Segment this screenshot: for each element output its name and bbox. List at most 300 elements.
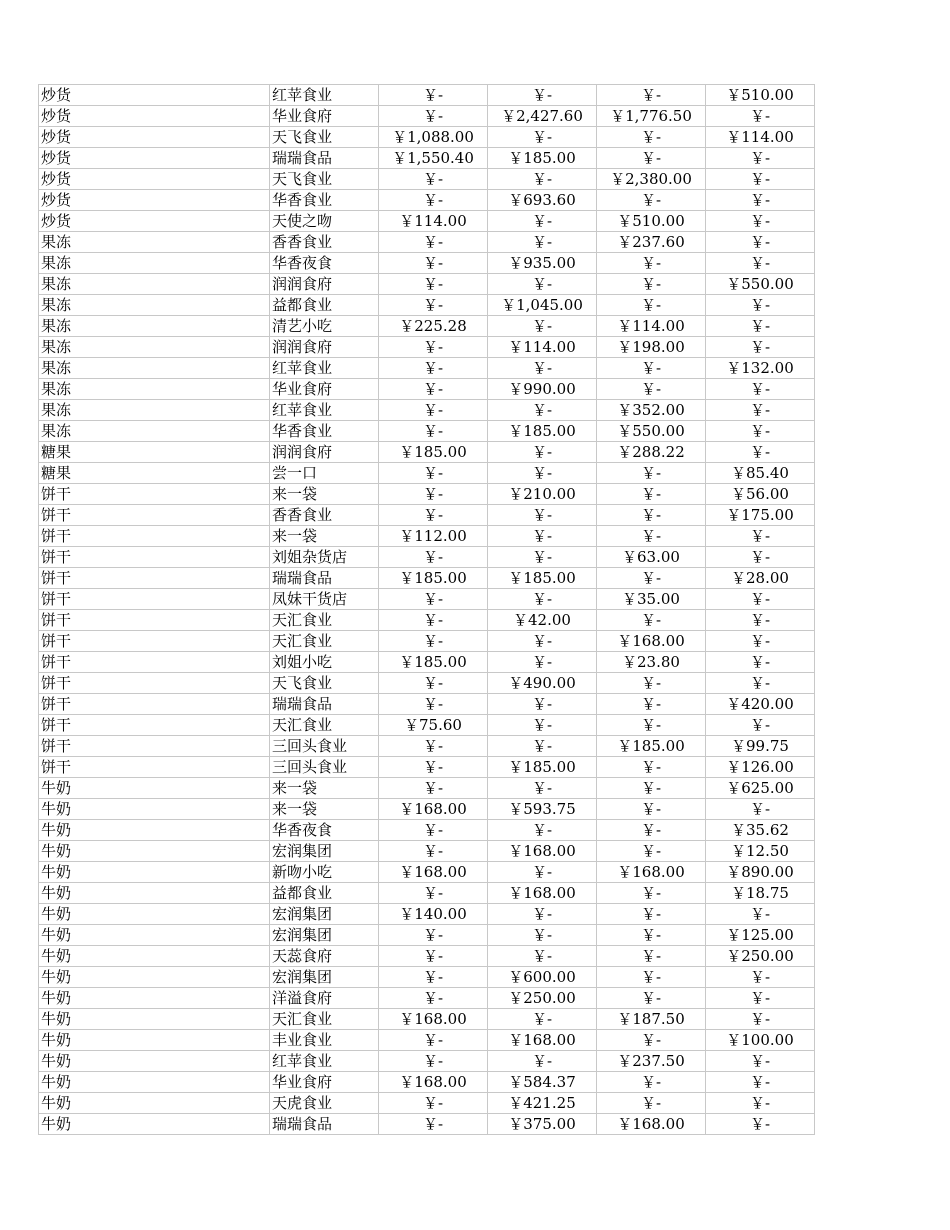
amount-cell-3[interactable]: ￥- — [597, 904, 706, 925]
amount-cell-3[interactable]: ￥237.60 — [597, 232, 706, 253]
category-cell[interactable]: 饼干 — [39, 652, 270, 673]
amount-cell-4[interactable]: ￥- — [706, 295, 815, 316]
amount-cell-2[interactable]: ￥42.00 — [488, 610, 597, 631]
amount-cell-3[interactable]: ￥352.00 — [597, 400, 706, 421]
amount-cell-4[interactable]: ￥- — [706, 904, 815, 925]
amount-cell-4[interactable]: ￥175.00 — [706, 505, 815, 526]
amount-cell-1[interactable]: ￥185.00 — [379, 442, 488, 463]
amount-cell-1[interactable]: ￥- — [379, 169, 488, 190]
category-cell[interactable]: 牛奶 — [39, 1093, 270, 1114]
vendor-cell[interactable]: 红苹食业 — [270, 85, 379, 106]
amount-cell-4[interactable]: ￥56.00 — [706, 484, 815, 505]
amount-cell-1[interactable]: ￥140.00 — [379, 904, 488, 925]
amount-cell-4[interactable]: ￥- — [706, 337, 815, 358]
amount-cell-3[interactable]: ￥- — [597, 85, 706, 106]
category-cell[interactable]: 牛奶 — [39, 820, 270, 841]
amount-cell-4[interactable]: ￥420.00 — [706, 694, 815, 715]
amount-cell-1[interactable]: ￥- — [379, 967, 488, 988]
amount-cell-4[interactable]: ￥114.00 — [706, 127, 815, 148]
category-cell[interactable]: 饼干 — [39, 736, 270, 757]
amount-cell-1[interactable]: ￥168.00 — [379, 862, 488, 883]
amount-cell-2[interactable]: ￥- — [488, 85, 597, 106]
vendor-cell[interactable]: 天使之吻 — [270, 211, 379, 232]
amount-cell-2[interactable]: ￥- — [488, 925, 597, 946]
amount-cell-2[interactable]: ￥- — [488, 904, 597, 925]
amount-cell-1[interactable]: ￥- — [379, 820, 488, 841]
amount-cell-2[interactable]: ￥- — [488, 589, 597, 610]
amount-cell-2[interactable]: ￥- — [488, 778, 597, 799]
amount-cell-4[interactable]: ￥- — [706, 673, 815, 694]
amount-cell-2[interactable]: ￥- — [488, 463, 597, 484]
amount-cell-1[interactable]: ￥- — [379, 925, 488, 946]
amount-cell-1[interactable]: ￥114.00 — [379, 211, 488, 232]
amount-cell-1[interactable]: ￥185.00 — [379, 652, 488, 673]
amount-cell-4[interactable]: ￥- — [706, 400, 815, 421]
amount-cell-1[interactable]: ￥- — [379, 988, 488, 1009]
vendor-cell[interactable]: 华香夜食 — [270, 253, 379, 274]
vendor-cell[interactable]: 益都食业 — [270, 883, 379, 904]
amount-cell-1[interactable]: ￥168.00 — [379, 799, 488, 820]
amount-cell-2[interactable]: ￥421.25 — [488, 1093, 597, 1114]
amount-cell-3[interactable]: ￥- — [597, 505, 706, 526]
amount-cell-4[interactable]: ￥- — [706, 1093, 815, 1114]
vendor-cell[interactable]: 宏润集团 — [270, 967, 379, 988]
amount-cell-3[interactable]: ￥1,776.50 — [597, 106, 706, 127]
amount-cell-3[interactable]: ￥- — [597, 253, 706, 274]
amount-cell-2[interactable]: ￥1,045.00 — [488, 295, 597, 316]
amount-cell-2[interactable]: ￥- — [488, 274, 597, 295]
vendor-cell[interactable]: 宏润集团 — [270, 904, 379, 925]
amount-cell-1[interactable]: ￥- — [379, 589, 488, 610]
category-cell[interactable]: 饼干 — [39, 589, 270, 610]
amount-cell-2[interactable]: ￥- — [488, 547, 597, 568]
vendor-cell[interactable]: 丰业食业 — [270, 1030, 379, 1051]
amount-cell-2[interactable]: ￥935.00 — [488, 253, 597, 274]
vendor-cell[interactable]: 来一袋 — [270, 778, 379, 799]
amount-cell-2[interactable]: ￥250.00 — [488, 988, 597, 1009]
category-cell[interactable]: 果冻 — [39, 232, 270, 253]
amount-cell-1[interactable]: ￥- — [379, 1051, 488, 1072]
amount-cell-2[interactable]: ￥- — [488, 232, 597, 253]
amount-cell-2[interactable]: ￥- — [488, 715, 597, 736]
vendor-cell[interactable]: 润润食府 — [270, 442, 379, 463]
amount-cell-2[interactable]: ￥- — [488, 169, 597, 190]
amount-cell-4[interactable]: ￥125.00 — [706, 925, 815, 946]
amount-cell-2[interactable]: ￥584.37 — [488, 1072, 597, 1093]
amount-cell-2[interactable]: ￥375.00 — [488, 1114, 597, 1135]
amount-cell-4[interactable]: ￥- — [706, 148, 815, 169]
amount-cell-4[interactable]: ￥132.00 — [706, 358, 815, 379]
vendor-cell[interactable]: 来一袋 — [270, 484, 379, 505]
vendor-cell[interactable]: 红苹食业 — [270, 400, 379, 421]
category-cell[interactable]: 炒货 — [39, 211, 270, 232]
vendor-cell[interactable]: 华香食业 — [270, 421, 379, 442]
category-cell[interactable]: 炒货 — [39, 190, 270, 211]
amount-cell-3[interactable]: ￥35.00 — [597, 589, 706, 610]
amount-cell-1[interactable]: ￥- — [379, 1114, 488, 1135]
amount-cell-2[interactable]: ￥- — [488, 316, 597, 337]
category-cell[interactable]: 牛奶 — [39, 883, 270, 904]
vendor-cell[interactable]: 宏润集团 — [270, 841, 379, 862]
category-cell[interactable]: 牛奶 — [39, 1030, 270, 1051]
amount-cell-1[interactable]: ￥225.28 — [379, 316, 488, 337]
amount-cell-2[interactable]: ￥185.00 — [488, 568, 597, 589]
amount-cell-3[interactable]: ￥- — [597, 1030, 706, 1051]
amount-cell-3[interactable]: ￥187.50 — [597, 1009, 706, 1030]
amount-cell-2[interactable]: ￥- — [488, 1051, 597, 1072]
vendor-cell[interactable]: 天汇食业 — [270, 631, 379, 652]
amount-cell-1[interactable]: ￥- — [379, 1030, 488, 1051]
amount-cell-2[interactable]: ￥- — [488, 505, 597, 526]
vendor-cell[interactable]: 瑞瑞食品 — [270, 694, 379, 715]
amount-cell-4[interactable]: ￥35.62 — [706, 820, 815, 841]
vendor-cell[interactable]: 红苹食业 — [270, 1051, 379, 1072]
amount-cell-3[interactable]: ￥- — [597, 841, 706, 862]
amount-cell-3[interactable]: ￥- — [597, 148, 706, 169]
amount-cell-3[interactable]: ￥- — [597, 379, 706, 400]
amount-cell-4[interactable]: ￥625.00 — [706, 778, 815, 799]
category-cell[interactable]: 牛奶 — [39, 988, 270, 1009]
amount-cell-1[interactable]: ￥168.00 — [379, 1009, 488, 1030]
vendor-cell[interactable]: 华业食府 — [270, 1072, 379, 1093]
vendor-cell[interactable]: 天飞食业 — [270, 127, 379, 148]
amount-cell-3[interactable]: ￥- — [597, 484, 706, 505]
category-cell[interactable]: 饼干 — [39, 505, 270, 526]
category-cell[interactable]: 果冻 — [39, 274, 270, 295]
category-cell[interactable]: 牛奶 — [39, 1072, 270, 1093]
amount-cell-1[interactable]: ￥- — [379, 295, 488, 316]
amount-cell-4[interactable]: ￥510.00 — [706, 85, 815, 106]
amount-cell-1[interactable]: ￥- — [379, 358, 488, 379]
amount-cell-2[interactable]: ￥168.00 — [488, 883, 597, 904]
amount-cell-3[interactable]: ￥114.00 — [597, 316, 706, 337]
amount-cell-4[interactable]: ￥- — [706, 421, 815, 442]
amount-cell-3[interactable]: ￥- — [597, 883, 706, 904]
amount-cell-4[interactable]: ￥- — [706, 799, 815, 820]
amount-cell-4[interactable]: ￥100.00 — [706, 1030, 815, 1051]
amount-cell-2[interactable]: ￥- — [488, 526, 597, 547]
amount-cell-1[interactable]: ￥- — [379, 841, 488, 862]
category-cell[interactable]: 果冻 — [39, 400, 270, 421]
amount-cell-3[interactable]: ￥- — [597, 568, 706, 589]
amount-cell-4[interactable]: ￥- — [706, 106, 815, 127]
category-cell[interactable]: 果冻 — [39, 358, 270, 379]
amount-cell-4[interactable]: ￥- — [706, 442, 815, 463]
amount-cell-4[interactable]: ￥- — [706, 610, 815, 631]
amount-cell-2[interactable]: ￥- — [488, 946, 597, 967]
category-cell[interactable]: 饼干 — [39, 757, 270, 778]
vendor-cell[interactable]: 凤妹干货店 — [270, 589, 379, 610]
amount-cell-3[interactable]: ￥- — [597, 820, 706, 841]
category-cell[interactable]: 牛奶 — [39, 904, 270, 925]
amount-cell-4[interactable]: ￥- — [706, 547, 815, 568]
amount-cell-1[interactable]: ￥- — [379, 400, 488, 421]
vendor-cell[interactable]: 三回头食业 — [270, 757, 379, 778]
amount-cell-3[interactable]: ￥- — [597, 715, 706, 736]
amount-cell-3[interactable]: ￥- — [597, 925, 706, 946]
vendor-cell[interactable]: 天汇食业 — [270, 610, 379, 631]
amount-cell-1[interactable]: ￥- — [379, 547, 488, 568]
category-cell[interactable]: 牛奶 — [39, 799, 270, 820]
amount-cell-3[interactable]: ￥- — [597, 673, 706, 694]
amount-cell-3[interactable]: ￥- — [597, 190, 706, 211]
vendor-cell[interactable]: 华香夜食 — [270, 820, 379, 841]
category-cell[interactable]: 饼干 — [39, 715, 270, 736]
amount-cell-1[interactable]: ￥- — [379, 610, 488, 631]
amount-cell-1[interactable]: ￥- — [379, 631, 488, 652]
vendor-cell[interactable]: 瑞瑞食品 — [270, 568, 379, 589]
category-cell[interactable]: 炒货 — [39, 85, 270, 106]
vendor-cell[interactable]: 洋溢食府 — [270, 988, 379, 1009]
amount-cell-4[interactable]: ￥- — [706, 1114, 815, 1135]
amount-cell-2[interactable]: ￥- — [488, 694, 597, 715]
amount-cell-2[interactable]: ￥- — [488, 400, 597, 421]
category-cell[interactable]: 牛奶 — [39, 778, 270, 799]
vendor-cell[interactable]: 香香食业 — [270, 505, 379, 526]
amount-cell-3[interactable]: ￥- — [597, 757, 706, 778]
amount-cell-2[interactable]: ￥168.00 — [488, 1030, 597, 1051]
amount-cell-1[interactable]: ￥- — [379, 883, 488, 904]
amount-cell-2[interactable]: ￥210.00 — [488, 484, 597, 505]
category-cell[interactable]: 牛奶 — [39, 1114, 270, 1135]
category-cell[interactable]: 饼干 — [39, 610, 270, 631]
vendor-cell[interactable]: 天蕊食府 — [270, 946, 379, 967]
category-cell[interactable]: 饼干 — [39, 547, 270, 568]
amount-cell-3[interactable]: ￥- — [597, 967, 706, 988]
amount-cell-4[interactable]: ￥- — [706, 589, 815, 610]
category-cell[interactable]: 牛奶 — [39, 841, 270, 862]
amount-cell-3[interactable]: ￥237.50 — [597, 1051, 706, 1072]
amount-cell-4[interactable]: ￥- — [706, 316, 815, 337]
category-cell[interactable]: 炒货 — [39, 148, 270, 169]
amount-cell-3[interactable]: ￥23.80 — [597, 652, 706, 673]
category-cell[interactable]: 饼干 — [39, 631, 270, 652]
amount-cell-1[interactable]: ￥- — [379, 85, 488, 106]
amount-cell-3[interactable]: ￥- — [597, 946, 706, 967]
category-cell[interactable]: 糖果 — [39, 463, 270, 484]
category-cell[interactable]: 牛奶 — [39, 1009, 270, 1030]
amount-cell-3[interactable]: ￥- — [597, 358, 706, 379]
vendor-cell[interactable]: 天汇食业 — [270, 1009, 379, 1030]
amount-cell-1[interactable]: ￥- — [379, 484, 488, 505]
vendor-cell[interactable]: 新吻小吃 — [270, 862, 379, 883]
vendor-cell[interactable]: 华业食府 — [270, 379, 379, 400]
amount-cell-1[interactable]: ￥185.00 — [379, 568, 488, 589]
amount-cell-3[interactable]: ￥168.00 — [597, 862, 706, 883]
category-cell[interactable]: 牛奶 — [39, 946, 270, 967]
vendor-cell[interactable]: 红苹食业 — [270, 358, 379, 379]
category-cell[interactable]: 炒货 — [39, 106, 270, 127]
amount-cell-3[interactable]: ￥2,380.00 — [597, 169, 706, 190]
amount-cell-4[interactable]: ￥- — [706, 526, 815, 547]
amount-cell-3[interactable]: ￥- — [597, 694, 706, 715]
amount-cell-1[interactable]: ￥- — [379, 1093, 488, 1114]
amount-cell-3[interactable]: ￥510.00 — [597, 211, 706, 232]
category-cell[interactable]: 牛奶 — [39, 925, 270, 946]
amount-cell-3[interactable]: ￥168.00 — [597, 631, 706, 652]
amount-cell-4[interactable]: ￥250.00 — [706, 946, 815, 967]
amount-cell-4[interactable]: ￥550.00 — [706, 274, 815, 295]
amount-cell-1[interactable]: ￥- — [379, 232, 488, 253]
category-cell[interactable]: 牛奶 — [39, 967, 270, 988]
amount-cell-1[interactable]: ￥- — [379, 421, 488, 442]
amount-cell-3[interactable]: ￥- — [597, 463, 706, 484]
amount-cell-3[interactable]: ￥- — [597, 778, 706, 799]
amount-cell-4[interactable]: ￥85.40 — [706, 463, 815, 484]
amount-cell-1[interactable]: ￥- — [379, 274, 488, 295]
vendor-cell[interactable]: 天飞食业 — [270, 673, 379, 694]
category-cell[interactable]: 饼干 — [39, 673, 270, 694]
amount-cell-2[interactable]: ￥- — [488, 1009, 597, 1030]
amount-cell-4[interactable]: ￥- — [706, 190, 815, 211]
amount-cell-1[interactable]: ￥- — [379, 337, 488, 358]
amount-cell-4[interactable]: ￥- — [706, 652, 815, 673]
amount-cell-2[interactable]: ￥990.00 — [488, 379, 597, 400]
category-cell[interactable]: 饼干 — [39, 694, 270, 715]
amount-cell-1[interactable]: ￥- — [379, 946, 488, 967]
amount-cell-4[interactable]: ￥- — [706, 379, 815, 400]
vendor-cell[interactable]: 来一袋 — [270, 526, 379, 547]
vendor-cell[interactable]: 宏润集团 — [270, 925, 379, 946]
amount-cell-2[interactable]: ￥185.00 — [488, 757, 597, 778]
vendor-cell[interactable]: 三回头食业 — [270, 736, 379, 757]
amount-cell-2[interactable]: ￥- — [488, 127, 597, 148]
amount-cell-1[interactable]: ￥168.00 — [379, 1072, 488, 1093]
amount-cell-2[interactable]: ￥593.75 — [488, 799, 597, 820]
category-cell[interactable]: 果冻 — [39, 295, 270, 316]
amount-cell-3[interactable]: ￥- — [597, 988, 706, 1009]
amount-cell-3[interactable]: ￥- — [597, 274, 706, 295]
amount-cell-2[interactable]: ￥- — [488, 736, 597, 757]
amount-cell-4[interactable]: ￥- — [706, 253, 815, 274]
amount-cell-3[interactable]: ￥198.00 — [597, 337, 706, 358]
amount-cell-4[interactable]: ￥- — [706, 1009, 815, 1030]
amount-cell-3[interactable]: ￥550.00 — [597, 421, 706, 442]
category-cell[interactable]: 果冻 — [39, 253, 270, 274]
vendor-cell[interactable]: 瑞瑞食品 — [270, 1114, 379, 1135]
category-cell[interactable]: 炒货 — [39, 127, 270, 148]
amount-cell-2[interactable]: ￥- — [488, 358, 597, 379]
category-cell[interactable]: 果冻 — [39, 379, 270, 400]
amount-cell-2[interactable]: ￥- — [488, 211, 597, 232]
amount-cell-3[interactable]: ￥- — [597, 610, 706, 631]
amount-cell-4[interactable]: ￥18.75 — [706, 883, 815, 904]
amount-cell-4[interactable]: ￥890.00 — [706, 862, 815, 883]
amount-cell-3[interactable]: ￥- — [597, 1093, 706, 1114]
amount-cell-3[interactable]: ￥- — [597, 1072, 706, 1093]
amount-cell-4[interactable]: ￥- — [706, 715, 815, 736]
vendor-cell[interactable]: 天虎食业 — [270, 1093, 379, 1114]
vendor-cell[interactable]: 润润食府 — [270, 337, 379, 358]
amount-cell-4[interactable]: ￥- — [706, 232, 815, 253]
amount-cell-2[interactable]: ￥185.00 — [488, 421, 597, 442]
amount-cell-1[interactable]: ￥- — [379, 736, 488, 757]
amount-cell-3[interactable]: ￥185.00 — [597, 736, 706, 757]
amount-cell-4[interactable]: ￥12.50 — [706, 841, 815, 862]
category-cell[interactable]: 糖果 — [39, 442, 270, 463]
category-cell[interactable]: 牛奶 — [39, 1051, 270, 1072]
amount-cell-4[interactable]: ￥- — [706, 1072, 815, 1093]
category-cell[interactable]: 果冻 — [39, 337, 270, 358]
amount-cell-4[interactable]: ￥- — [706, 169, 815, 190]
amount-cell-2[interactable]: ￥- — [488, 652, 597, 673]
amount-cell-3[interactable]: ￥- — [597, 295, 706, 316]
category-cell[interactable]: 饼干 — [39, 526, 270, 547]
amount-cell-2[interactable]: ￥693.60 — [488, 190, 597, 211]
vendor-cell[interactable]: 华香食业 — [270, 190, 379, 211]
vendor-cell[interactable]: 尝一口 — [270, 463, 379, 484]
amount-cell-3[interactable]: ￥- — [597, 127, 706, 148]
amount-cell-4[interactable]: ￥- — [706, 211, 815, 232]
amount-cell-1[interactable]: ￥- — [379, 253, 488, 274]
vendor-cell[interactable]: 来一袋 — [270, 799, 379, 820]
amount-cell-1[interactable]: ￥- — [379, 505, 488, 526]
amount-cell-1[interactable]: ￥- — [379, 106, 488, 127]
amount-cell-1[interactable]: ￥1,550.40 — [379, 148, 488, 169]
amount-cell-2[interactable]: ￥- — [488, 862, 597, 883]
category-cell[interactable]: 果冻 — [39, 316, 270, 337]
vendor-cell[interactable]: 天汇食业 — [270, 715, 379, 736]
category-cell[interactable]: 果冻 — [39, 421, 270, 442]
vendor-cell[interactable]: 瑞瑞食品 — [270, 148, 379, 169]
amount-cell-4[interactable]: ￥99.75 — [706, 736, 815, 757]
amount-cell-2[interactable]: ￥600.00 — [488, 967, 597, 988]
category-cell[interactable]: 炒货 — [39, 169, 270, 190]
vendor-cell[interactable]: 益都食业 — [270, 295, 379, 316]
vendor-cell[interactable]: 刘姐小吃 — [270, 652, 379, 673]
category-cell[interactable]: 饼干 — [39, 484, 270, 505]
vendor-cell[interactable]: 天飞食业 — [270, 169, 379, 190]
amount-cell-2[interactable]: ￥168.00 — [488, 841, 597, 862]
category-cell[interactable]: 饼干 — [39, 568, 270, 589]
amount-cell-3[interactable]: ￥288.22 — [597, 442, 706, 463]
amount-cell-4[interactable]: ￥- — [706, 967, 815, 988]
amount-cell-2[interactable]: ￥- — [488, 631, 597, 652]
amount-cell-1[interactable]: ￥- — [379, 778, 488, 799]
amount-cell-4[interactable]: ￥- — [706, 631, 815, 652]
amount-cell-1[interactable]: ￥- — [379, 463, 488, 484]
amount-cell-2[interactable]: ￥- — [488, 442, 597, 463]
amount-cell-1[interactable]: ￥- — [379, 379, 488, 400]
vendor-cell[interactable]: 香香食业 — [270, 232, 379, 253]
amount-cell-3[interactable]: ￥168.00 — [597, 1114, 706, 1135]
vendor-cell[interactable]: 清艺小吃 — [270, 316, 379, 337]
vendor-cell[interactable]: 润润食府 — [270, 274, 379, 295]
amount-cell-1[interactable]: ￥75.60 — [379, 715, 488, 736]
amount-cell-4[interactable]: ￥126.00 — [706, 757, 815, 778]
category-cell[interactable]: 牛奶 — [39, 862, 270, 883]
amount-cell-1[interactable]: ￥112.00 — [379, 526, 488, 547]
amount-cell-3[interactable]: ￥63.00 — [597, 547, 706, 568]
amount-cell-1[interactable]: ￥- — [379, 757, 488, 778]
vendor-cell[interactable]: 华业食府 — [270, 106, 379, 127]
amount-cell-2[interactable]: ￥490.00 — [488, 673, 597, 694]
amount-cell-1[interactable]: ￥1,088.00 — [379, 127, 488, 148]
amount-cell-2[interactable]: ￥185.00 — [488, 148, 597, 169]
amount-cell-1[interactable]: ￥- — [379, 190, 488, 211]
amount-cell-3[interactable]: ￥- — [597, 526, 706, 547]
amount-cell-2[interactable]: ￥- — [488, 820, 597, 841]
amount-cell-3[interactable]: ￥- — [597, 799, 706, 820]
amount-cell-2[interactable]: ￥114.00 — [488, 337, 597, 358]
vendor-cell[interactable]: 刘姐杂货店 — [270, 547, 379, 568]
amount-cell-1[interactable]: ￥- — [379, 673, 488, 694]
amount-cell-4[interactable]: ￥- — [706, 1051, 815, 1072]
amount-cell-4[interactable]: ￥- — [706, 988, 815, 1009]
amount-cell-2[interactable]: ￥2,427.60 — [488, 106, 597, 127]
amount-cell-1[interactable]: ￥- — [379, 694, 488, 715]
amount-cell-4[interactable]: ￥28.00 — [706, 568, 815, 589]
